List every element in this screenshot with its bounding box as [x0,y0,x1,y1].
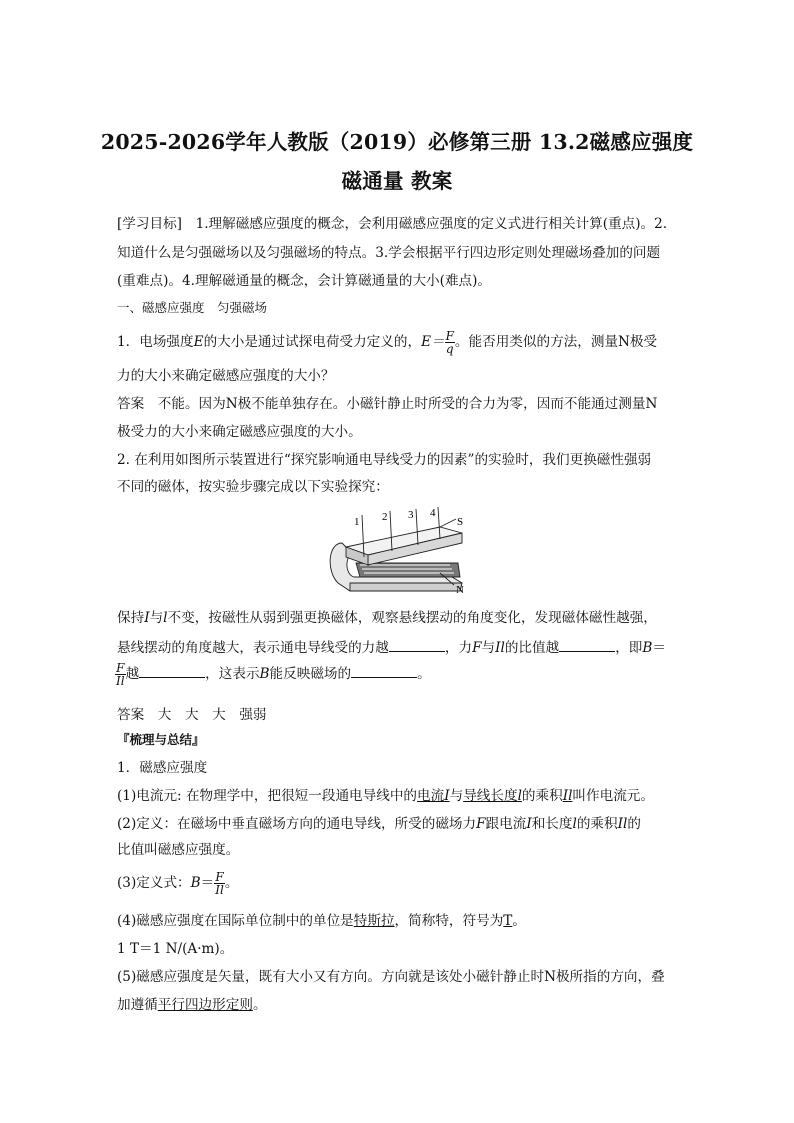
s1-1-text-b: 与 [449,788,464,804]
question-2-line2: 不同的磁体，按实验步骤完成以下实验探究： [117,479,389,495]
blank-1[interactable] [389,637,445,652]
fill-text-2c: 与 [481,640,496,656]
s1-1-var-l: l [517,788,522,804]
page-title-line2: 磁通量 教案 [341,169,453,193]
fill-text-2b: ，力 [444,640,473,656]
s1-2-var-l: l [572,816,577,832]
answer-1-line2: 极受力的大小来确定磁感应强度的大小。 [117,424,362,440]
page-title-line1: 2025-2026学年人教版（2019）必修第三册 13.2磁感应强度 [100,130,694,154]
fill-text-c: 不变，按磁性从弱到强更换磁体，观察悬线摆动的角度变化，发现磁体磁性越强， [167,610,657,626]
q1-frac-num: F [445,329,454,343]
fill-var-l: l [163,610,168,626]
s1-2-var-F: F [476,816,486,832]
objectives-line3: (重难点)。4.理解磁通量的概念，会计算磁通量的大小(难点)。 [117,273,492,289]
s1-2-line2: 比值叫磁感应强度。 [117,842,240,858]
s1-3-line [117,870,238,896]
question-2-line1: 2. 在利用如图所示装置进行“探究影响通电导线受力的因素”的实验时，我们更换磁性强弱 [117,452,652,468]
s1-4-underline: 特斯拉 [353,913,395,929]
fill-line2 [117,637,666,657]
q1-text-c: 。能否用类似的方法，测量N极受 [454,334,658,350]
fill-text-b: 与 [149,610,164,626]
s1-4-symbol-T: T [503,913,513,929]
q1-fraction [445,330,455,355]
s1-5-underline: 平行四边形定则 [157,997,253,1013]
fill-text-3b: ，这表示 [205,666,260,682]
unit-line: 1 T＝1 N/(A·m)。 [117,941,234,957]
s1-4-text-c: 。 [512,913,526,929]
q1-eq-lhs: E＝ [421,334,445,350]
s1-2-text-e: 的 [627,816,641,832]
s1-4-text-b: ，简称特，符号为 [394,913,504,929]
fill-frac-num: F [116,661,125,675]
s1-5-text-b: 。 [252,997,267,1013]
magnet-apparatus-figure [320,505,475,597]
blank-3[interactable] [139,663,205,678]
s1-1-text-c: 的乘积 [521,788,563,804]
fill-var-F: F [472,640,482,656]
s1-2-text-b: 跟电流 [485,816,527,832]
q1-text-a: 1．电场强度 [117,334,194,350]
fill-line1 [117,609,657,627]
s1-2-var-I: I [526,816,532,832]
fill-text-3a: 越 [125,666,140,682]
question-1-line1 [117,329,657,355]
fill-eq: ＝ [652,640,666,656]
q1-frac-den: q [445,342,454,356]
s1-2-var-Il: Il [617,816,628,832]
s1-1-underline-2 [463,788,522,804]
s1-1-line [117,787,654,805]
fill-text-3d: 。 [417,666,431,682]
s1-5-line2 [117,996,267,1014]
figure-label-2: 2 [382,511,388,523]
objectives-line2: 知道什么是匀强磁场以及匀强磁场的特点。3.学会根据平行四边形定则处理磁场叠加的问题 [117,245,661,261]
s1-3-fraction [214,871,225,896]
s1-1-text-d: 叫作电流元。 [572,788,654,804]
blank-4[interactable] [351,663,417,678]
s1-1-var-I: I [444,788,450,804]
fill-var-B: B [642,640,653,656]
s1-1-u1: 电流 [417,788,445,804]
s1-4-line [117,912,526,930]
s1-3-var-B: B [190,875,201,891]
s1-heading: 1．磁感应强度 [117,760,208,776]
fill-text-2d: 的比值越 [504,640,560,656]
fill-frac-den: Il [116,674,125,688]
figure-label-n: N [456,584,464,596]
s1-1-text-a: (1)电流元: 在物理学中，把很短一段通电导线中的 [117,788,418,804]
s1-3-frac-num: F [215,870,224,884]
fill-text-2e: ，即 [615,640,643,656]
blank-2[interactable] [559,637,615,652]
section1-heading: 一、磁感应强度 匀强磁场 [117,300,268,315]
s1-3-eq: ＝ [200,875,215,891]
figure-label-s: S [457,516,464,528]
figure-label-3: 3 [408,509,414,521]
s1-2-line1 [117,815,641,833]
fill-text-2a: 悬线摆动的角度越大，表示通电导线受的力越 [117,640,389,656]
s1-3-frac-den: Il [215,883,224,897]
s1-2-text-c: 和长度 [531,816,573,832]
s1-2-text-d: 的乘积 [576,816,618,832]
objectives-line1: [学习目标] 1.理解磁感应强度的概念，会利用磁感应强度的定义式进行相关计算(重点)。2. [117,216,668,232]
fill-var-Il: Il [495,640,505,656]
s1-5-text-a: 加遵循 [117,997,158,1013]
s1-1-u2: 导线长度 [463,788,518,804]
q1-var-E: E [193,334,204,350]
answer-2: 答案 大 大 大 强弱 [117,707,267,723]
q1-text-b: 的大小是通过试探电荷受力定义的， [203,334,422,350]
s1-4-text-a: (4)磁感应强度在国际单位制中的单位是 [117,913,354,929]
s1-3-text-a: (3)定义式： [117,875,191,891]
fill-fraction [115,662,126,687]
s1-3-end: 。 [224,875,239,891]
answer-1-line1: 答案 不能。因为N极不能单独存在。小磁针静止时所受的合力为零，因而不能通过测量N [117,396,658,412]
fill-line3 [117,661,431,687]
s1-2-text-a: (2)定义：在磁场中垂直磁场方向的通电导线，所受的磁场力 [117,816,477,832]
summary-heading: 『梳理与总结』 [117,732,205,747]
fill-var-I: I [144,610,150,626]
fill-var-B2: B [259,666,270,682]
s1-1-underline-1 [417,788,450,804]
fill-text-a: 保持 [117,610,145,626]
figure-label-4: 4 [430,507,436,519]
s1-5-line1: (5)磁感应强度是矢量，既有大小又有方向。方向就是该处小磁针静止时N极所指的方向，叠 [117,969,665,985]
s1-1-var-Il: Il [562,788,573,804]
fill-text-3c: 能反映磁场的 [269,666,352,682]
question-1-line2: 力的大小来确定磁感应强度的大小？ [117,368,335,384]
figure-label-1: 1 [354,516,360,528]
